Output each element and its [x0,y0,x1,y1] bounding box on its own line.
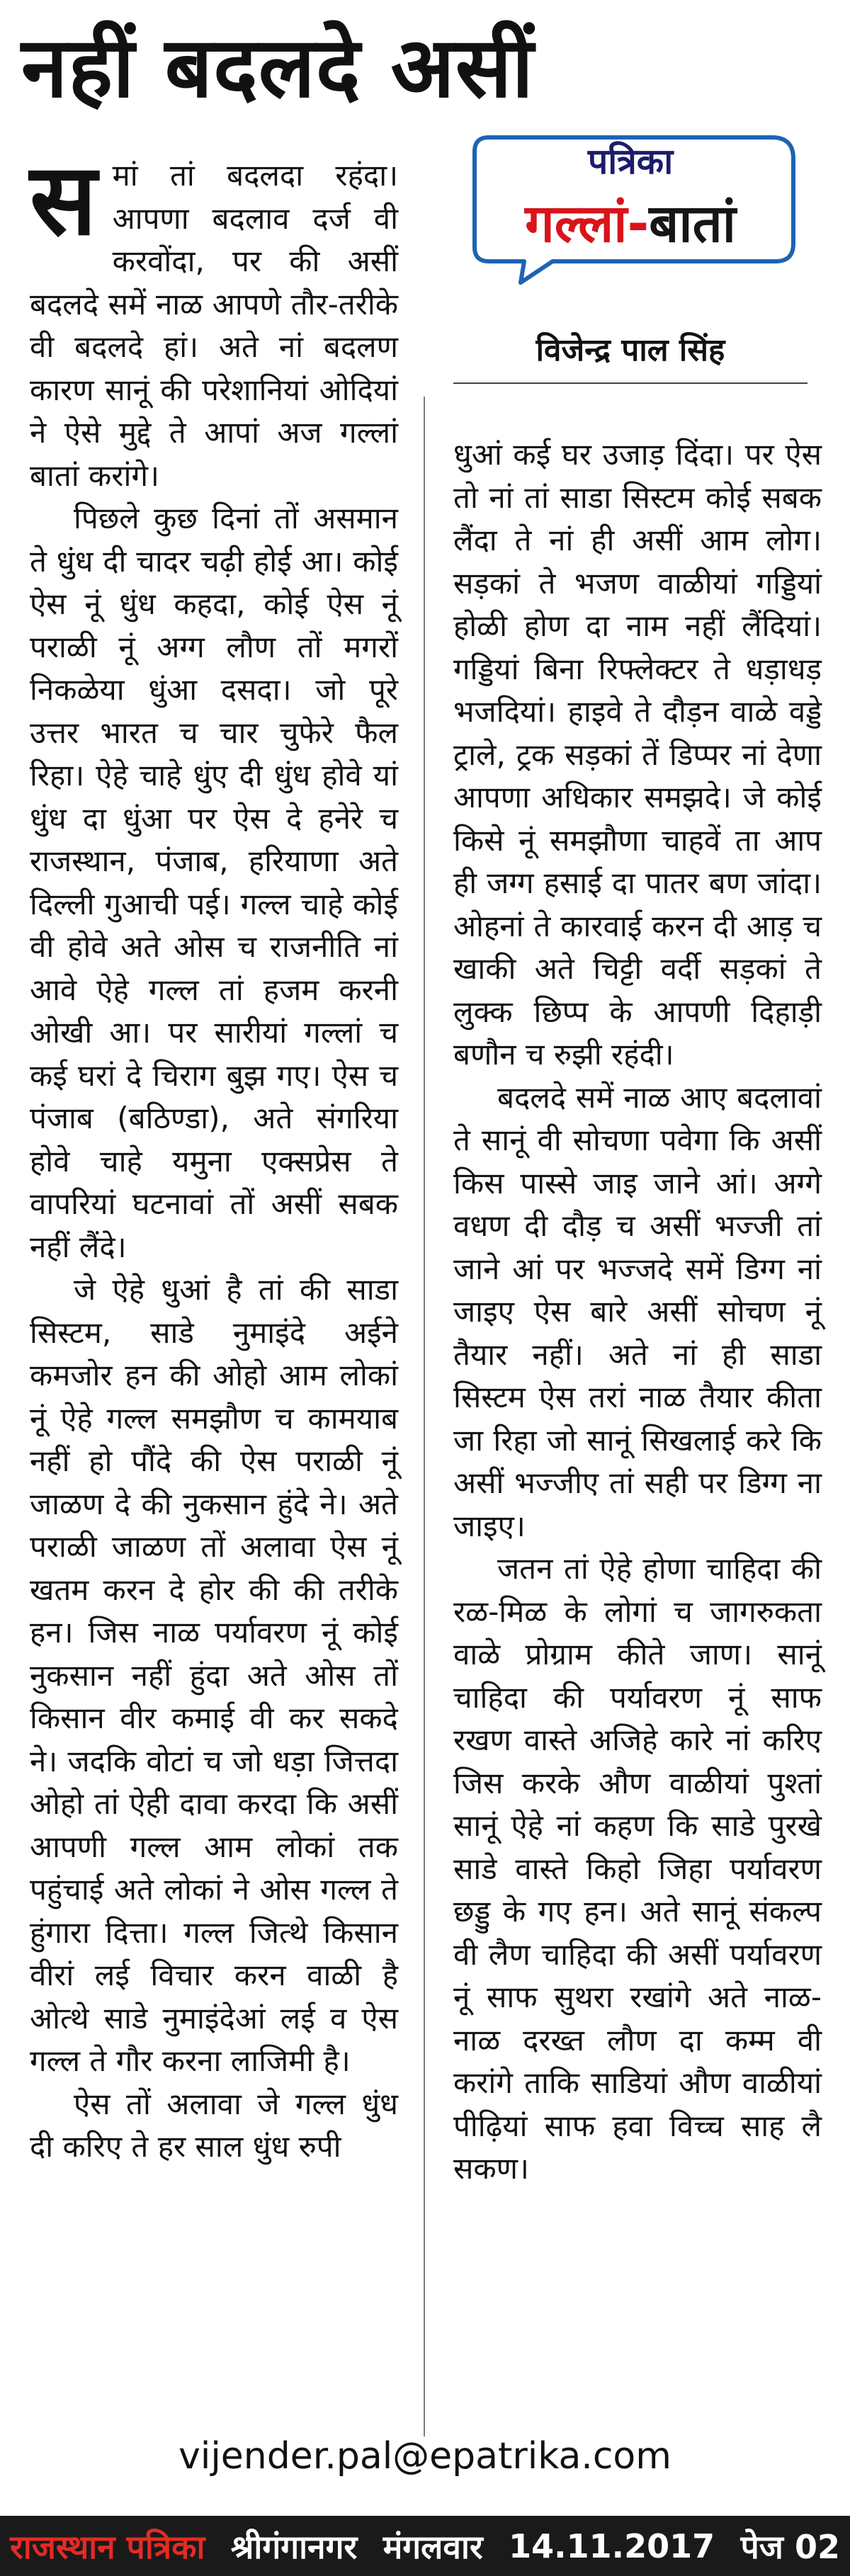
article-paragraph: जतन तां ऐहे होणा चाहिदा की रळ-मिळ के लोगां च जागरुकता वाळे प्रोग्राम कीते जाण। सानूं चाहिदा की पर्यावरण नूं साफ रखण वास्ते अजिहे कारे नां करिए जिस करके औण वाळीयां पुश्तां सानूं ऐहे नां कहण कि साडे पुरखे साडे वास्ते किहो जिहा पर्यावरण छड्डु के गए हन। अते सानूं संकल्प वी लैण चाहिदा की असीं पर्यावरण नूं साफ सुथरा रखांगे अते नाळ-नाळ दरख्त लौण दा कम्म वी करांगे ताकि साडियां औण वाळीयां पीढ़ियां साफ हवा विच्च साह लै सकण। [453,1551,822,2186]
footer-paper-name: राजस्थान पत्रिका [10,2527,205,2566]
column-title [453,186,808,257]
byline-divider [453,382,808,384]
footer-day: मंगलवार [382,2527,483,2566]
article-paragraph: बदलदे समें नाळ आए बदलावां ते सानूं वी सोचणा पवेगा कि असीं किस पास्से जाइ जाने आं। अग्गे वधण दी दौड़ च असीं भज्जी तां जाने आं पर भज्जदे समें डिग्ग नां जाइए ऐस बारे असीं सोचण नूं तैयार नहीं। अते नां ही साडा सिस्टम ऐस तरां नाळ तैयार कीता जा रिहा जो सानूं सिखलाई करे कि असीं भज्जीए तां सही पर डिग्ग ना जाइए। [453,1079,822,1543]
article-paragraph-text: मां तां बदलदा रहंदा। आपणा बदलाव दर्ज वी करवोंदा, पर की असीं बदलदे समें नाळ आपणे तौर-तरीके वी बदलदे हां। अते नां बदलण कारण सानूं की परेशानियां ओदियां ने ऐसे मुद्दे ते आपां अज गल्लां बातां करांगे। [30,158,398,493]
byline: विजेन्द्र पाल सिंह [536,332,725,368]
column-logo-box [453,130,808,286]
column-title-separator: - [627,193,650,254]
headline: नहीं बदलदे असीं [21,18,535,116]
column-title-part2: बातां [649,193,736,254]
column-divider [424,397,425,2436]
footer-page: पेज 02 [740,2527,840,2566]
article-paragraph: जे ऐहे धुआं है तां की साडा सिस्टम, साडे नुमाइंदे अईने कमजोर हन की ओहो आम लोकां नूं ऐहे गल्ल समझौण च कामयाब नहीं हो पौंदे की ऐस पराळी नूं जाळण दे की नुकसान हुंदे ने। अते पराळी जाळण तों अलावा ऐस नूं खतम करन दे होर की की तरीके हन। जिस नाळ पर्यावरण नूं कोई नुकसान नहीं हुंदा अते ओस तों किसान वीर कमाई वी कर सकदे ने। जदकि वोटां च जो धड़ा जित्तदा ओहो तां ऐही दावा करदा कि असीं आपणी गल्ल आम लोकां तक पहुंचाई अते लोकां ने ओस गल्ल ते हुंगारा दित्ता। गल्ल जित्थे किसान वीरां लई विचार करन वाळी है ओत्थे साडे नुमाइंदेआं लई व ऐस गल्ल ते गौर करना लाजिमी है। [30,1272,398,2078]
article-column-right [453,433,822,2191]
column-title-part1: गल्लां [525,193,628,254]
drop-cap: स [30,142,97,258]
footer-bar [0,2516,850,2576]
article-column-left [30,142,398,2169]
article-paragraph: धुआं कई घर उजाड़ दिंदा। पर ऐस तो नां तां साडा सिस्टम कोई सबक लैंदा ते नां ही असीं आम लोग। सड़कां ते भजण वाळीयां गड्डियां होळी होण दा नाम नहीं लैंदियां। गड्डियां बिना रिफ्लेक्टर ते धड़ाधड़ भजदियां। हाइवे ते दौड़न वाळे वड्डे ट्राले, ट्रक सड़कां तें डिप्पर नां देणा आपणा अधिकार समझदे। जे कोई किसे नूं समझौणा चाहवें ता आप ही जग्ग हसाई दा पातर बण जांदा। ओहनां ते कारवाई करन दी आड़ च खाकी अते चिट्टी वर्दी सड़कां ते लुक्क छिप्प के आपणी दिहाड़ी बणौन च रुझी रहंदी। [453,437,822,1072]
article-paragraph: पिछले कुछ दिनां तों असमान ते धुंध दी चादर चढ़ी होई आ। कोई ऐस नूं धुंध कहदा, कोई ऐस नूं पराळी नूं अग्ग लौण तों मगरों निकळेया धुंआ दसदा। जो पूरे उत्तर भारत च चार चुफेरे फैल रिहा। ऐहे चाहे धुंए दी धुंध होवे यां धुंध दा धुंआ पर ऐस दे हनेरे च राजस्थान, पंजाब, हरियाणा अते दिल्ली गुआची पई। गल्ल चाहे कोई वी होवे अते ओस च राजनीति नां आवे ऐहे गल्ल तां हजम करनी ओखी आ। पर सारीयां गल्लां च कई घरां दे चिराग बुझ गए। ऐस च पंजाब (बठिण्डा), अते संगरिया होवे चाहे यमुना एक्सप्रेस ते वापरियां घटनावां तों असीं सबक नहीं लैंदे। [30,501,398,1264]
footer-city: श्रीगंगानगर [230,2527,358,2566]
article-paragraph: ऐस तों अलावा जे गल्ल धुंध दी करिए ते हर साल धुंध रुपी [30,2086,398,2164]
author-email: vijender.pal@epatrika.com [178,2435,672,2478]
article-paragraph [30,142,398,497]
column-brand: पत्रिका [587,141,674,182]
footer-date: 14.11.2017 [509,2526,715,2565]
